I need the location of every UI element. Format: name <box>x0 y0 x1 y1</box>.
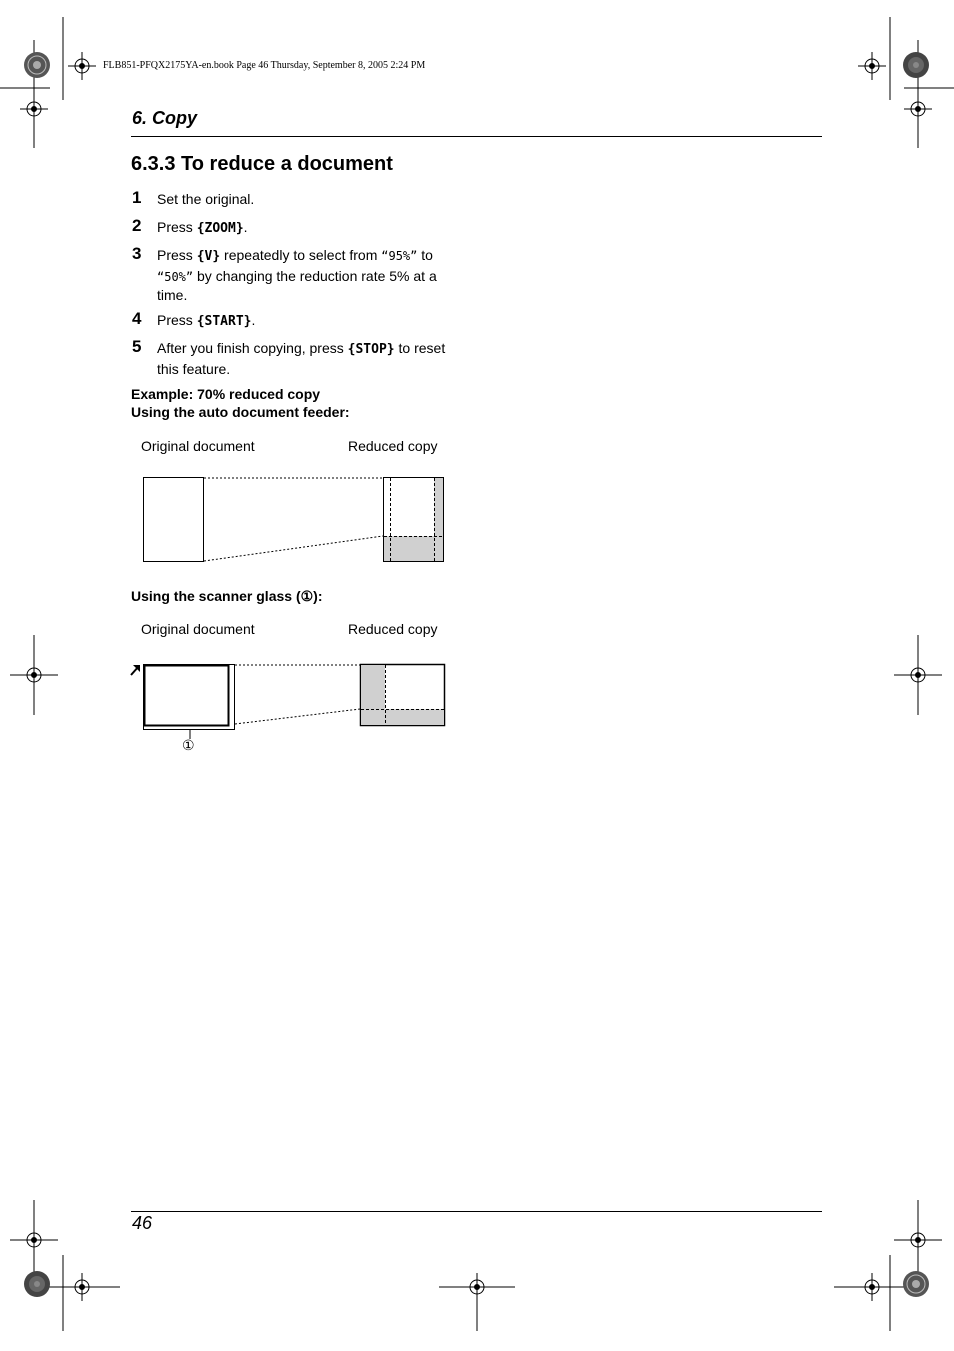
step-text: Press {START}. <box>157 312 256 329</box>
stop-key: {STOP} <box>347 342 395 357</box>
step-number: 3 <box>132 244 142 263</box>
lcd-value: “95%” <box>381 249 418 263</box>
step-text: Set the original. <box>157 191 255 207</box>
reduced-copy-label: Reduced copy <box>348 438 438 454</box>
corner-star-targets <box>24 52 929 1297</box>
header-rule <box>131 136 822 137</box>
footer-rule <box>131 1211 822 1212</box>
step-number: 1 <box>132 188 142 207</box>
step-number: 4 <box>132 309 142 328</box>
callout-number: ① <box>182 737 195 753</box>
start-key: {START} <box>196 314 252 329</box>
step-text: Press {V} repeatedly to select from “95%” to “50%” by changing the reduction rate 5% at a time. <box>157 247 437 303</box>
section-title: 6.3.3 To reduce a document <box>131 153 393 175</box>
adf-title: Using the auto document feeder: <box>131 404 350 420</box>
glass-title: Using the scanner glass (①): <box>131 588 323 604</box>
crosshair-targets <box>10 52 942 1331</box>
lcd-value: “50%” <box>157 269 194 284</box>
step-number: 5 <box>132 337 142 356</box>
original-document-label: Original document <box>141 438 255 454</box>
step-text: Press {ZOOM}. <box>157 219 248 236</box>
reduced-copy-label: Reduced copy <box>348 621 438 637</box>
page-number: 46 <box>132 1213 153 1233</box>
example-title: Example: 70% reduced copy <box>131 386 321 402</box>
zoom-key: {ZOOM} <box>196 221 244 236</box>
step-number: 2 <box>132 216 142 235</box>
down-key: {V} <box>196 249 221 264</box>
step-text: After you finish copying, press {STOP} to reset this feature. <box>157 340 446 377</box>
chapter-title: 6. Copy <box>132 108 198 128</box>
print-header: FLB851-PFQX2175YA-en.book Page 46 Thursday, September 8, 2005 2:24 PM <box>103 60 426 71</box>
original-document-label: Original document <box>141 621 255 637</box>
